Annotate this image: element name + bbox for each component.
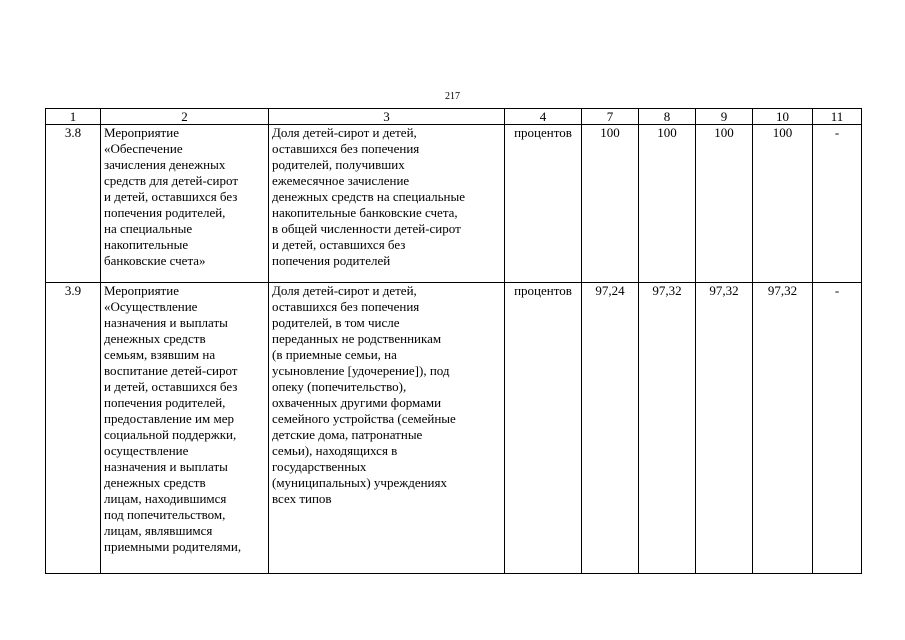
event-line: под попечительством, bbox=[104, 507, 226, 522]
page-number: 217 bbox=[445, 91, 460, 102]
header-col-10: 10 bbox=[753, 109, 813, 125]
indicator-cell bbox=[269, 283, 505, 574]
table-row bbox=[46, 283, 862, 574]
row-number: 3.9 bbox=[46, 283, 101, 574]
indicator-line: оставшихся без попечения bbox=[272, 141, 420, 156]
indicator-line: в общей численности детей-сирот bbox=[272, 221, 461, 236]
event-line: назначения и выплаты bbox=[104, 459, 228, 474]
event-line: социальной поддержки, bbox=[104, 427, 237, 442]
event-line: «Осуществление bbox=[104, 299, 198, 314]
header-col-2: 2 bbox=[101, 109, 269, 125]
event-line: Мероприятие bbox=[104, 283, 179, 298]
event-cell bbox=[101, 283, 269, 574]
indicator-line: детские дома, патронатные bbox=[272, 427, 423, 442]
value-col-11: - bbox=[813, 283, 862, 574]
table-row bbox=[46, 125, 862, 283]
value-col-8: 100 bbox=[639, 125, 696, 283]
row-number: 3.8 bbox=[46, 125, 101, 283]
indicator-line: государственных bbox=[272, 459, 367, 474]
indicator-line: усыновление [удочерение]), под bbox=[272, 363, 450, 378]
indicator-line: ежемесячное зачисление bbox=[272, 173, 410, 188]
indicator-line: опеку (попечительство), bbox=[272, 379, 407, 394]
indicator-line: оставшихся без попечения bbox=[272, 299, 420, 314]
indicator-line: переданных не родственникам bbox=[272, 331, 442, 346]
event-line: назначения и выплаты bbox=[104, 315, 228, 330]
event-line: осуществление bbox=[104, 443, 189, 458]
header-col-1: 1 bbox=[46, 109, 101, 125]
indicator-line: накопительные банковские счета, bbox=[272, 205, 458, 220]
indicator-line: родителей, получивших bbox=[272, 157, 405, 172]
event-line: попечения родителей, bbox=[104, 395, 226, 410]
unit-cell: процентов bbox=[505, 125, 582, 283]
value-col-9: 97,32 bbox=[696, 283, 753, 574]
indicator-line: родителей, в том числе bbox=[272, 315, 400, 330]
event-line: накопительные bbox=[104, 237, 189, 252]
event-line: «Обеспечение bbox=[104, 141, 183, 156]
indicator-line: Доля детей-сирот и детей, bbox=[272, 283, 417, 298]
indicator-line: охваченных другими формами bbox=[272, 395, 442, 410]
event-line: приемными родителями, bbox=[104, 539, 242, 554]
event-line: денежных средств bbox=[104, 475, 206, 490]
event-line: зачисления денежных bbox=[104, 157, 226, 172]
value-col-11: - bbox=[813, 125, 862, 283]
indicator-line: (муниципальных) учреждениях bbox=[272, 475, 447, 490]
header-col-9: 9 bbox=[696, 109, 753, 125]
event-line: Мероприятие bbox=[104, 125, 179, 140]
indicator-line: денежных средств на специальные bbox=[272, 189, 466, 204]
header-col-3: 3 bbox=[269, 109, 505, 125]
value-col-8: 97,32 bbox=[639, 283, 696, 574]
event-line: банковские счета» bbox=[104, 253, 206, 268]
header-col-7: 7 bbox=[582, 109, 639, 125]
indicator-line: семьи), находящихся в bbox=[272, 443, 398, 458]
event-line: и детей, оставшихся без bbox=[104, 189, 238, 204]
indicators-table bbox=[45, 108, 862, 574]
value-col-10: 100 bbox=[753, 125, 813, 283]
event-line: средств для детей-сирот bbox=[104, 173, 239, 188]
header-col-4: 4 bbox=[505, 109, 582, 125]
value-col-9: 100 bbox=[696, 125, 753, 283]
value-col-7: 100 bbox=[582, 125, 639, 283]
value-col-7: 97,24 bbox=[582, 283, 639, 574]
event-line: лицам, находившимся bbox=[104, 491, 227, 506]
event-line: лицам, являвшимся bbox=[104, 523, 213, 538]
unit-cell: процентов bbox=[505, 283, 582, 574]
event-line: попечения родителей, bbox=[104, 205, 226, 220]
event-cell bbox=[101, 125, 269, 283]
value-col-10: 97,32 bbox=[753, 283, 813, 574]
indicator-line: семейного устройства (семейные bbox=[272, 411, 456, 426]
event-line: на специальные bbox=[104, 221, 193, 236]
indicator-line: Доля детей-сирот и детей, bbox=[272, 125, 417, 140]
indicator-line: и детей, оставшихся без bbox=[272, 237, 406, 252]
event-line: воспитание детей-сирот bbox=[104, 363, 238, 378]
header-col-8: 8 bbox=[639, 109, 696, 125]
event-line: денежных средств bbox=[104, 331, 206, 346]
event-line: и детей, оставшихся без bbox=[104, 379, 238, 394]
indicator-line: (в приемные семьи, на bbox=[272, 347, 397, 362]
indicator-line: попечения родителей bbox=[272, 253, 391, 268]
table-header-row bbox=[46, 109, 862, 125]
event-line: предоставление им мер bbox=[104, 411, 234, 426]
indicator-line: всех типов bbox=[272, 491, 332, 506]
indicator-cell bbox=[269, 125, 505, 283]
event-line: семьям, взявшим на bbox=[104, 347, 216, 362]
header-col-11: 11 bbox=[813, 109, 862, 125]
